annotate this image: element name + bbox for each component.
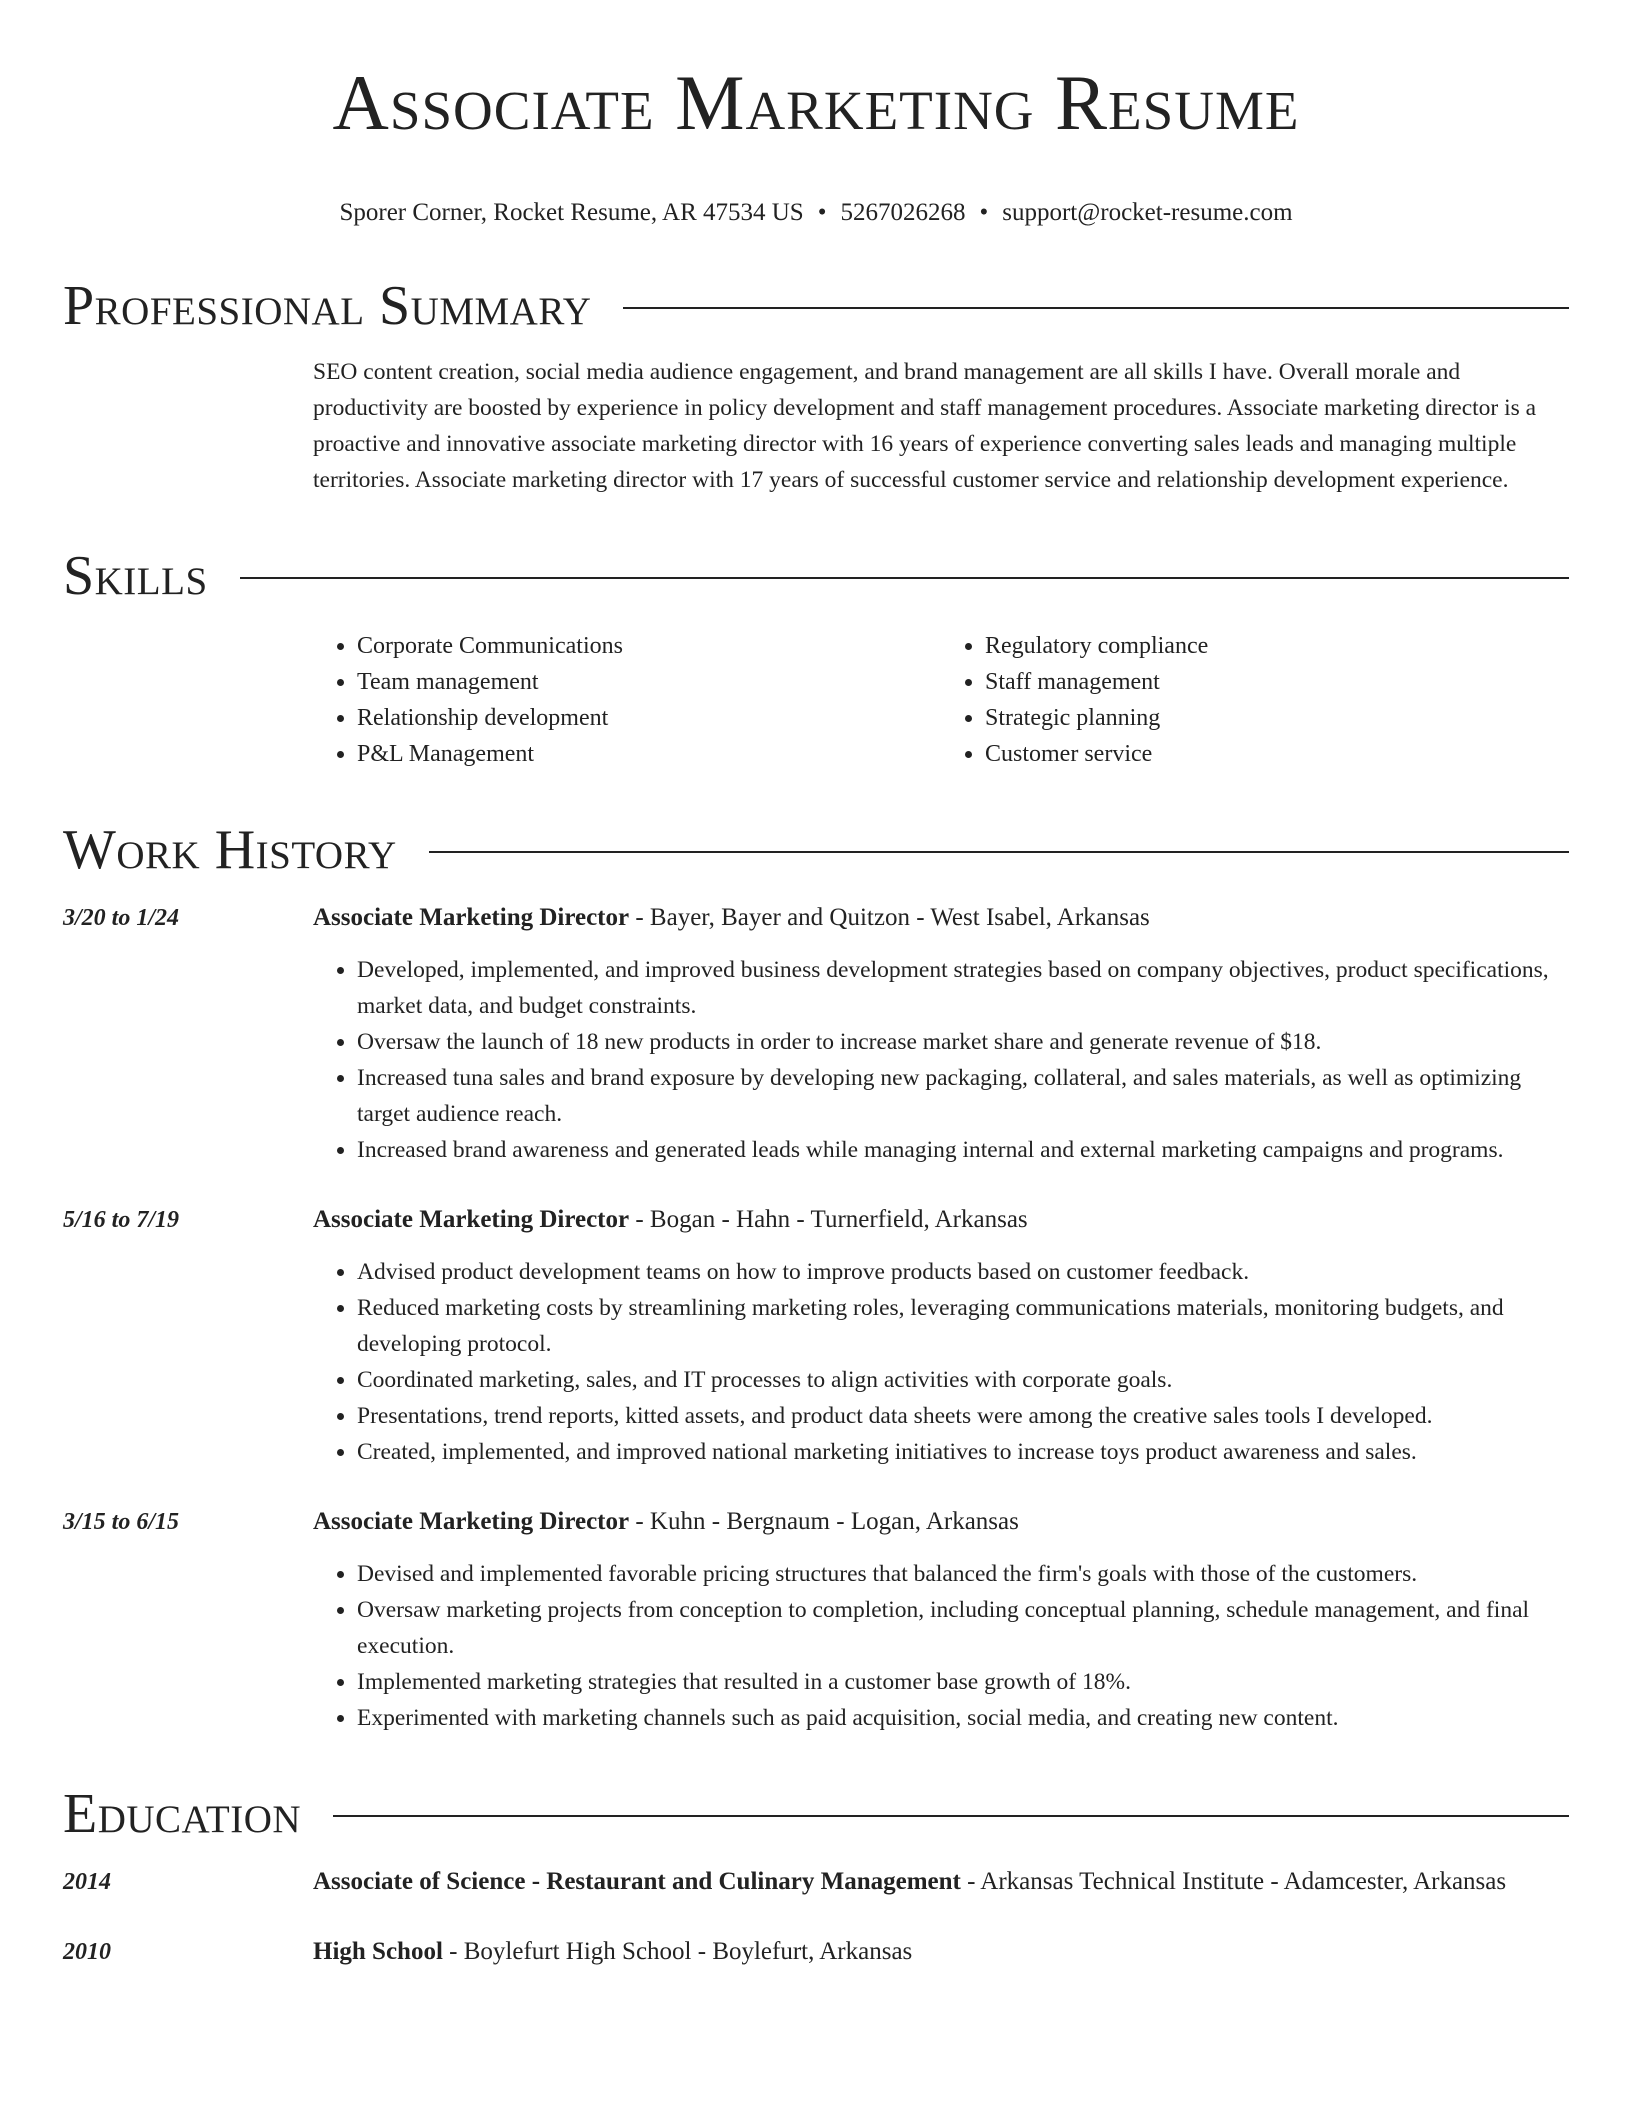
education-section-header — [63, 1784, 1569, 1844]
section-divider — [333, 1815, 1569, 1817]
job-title-line — [313, 1202, 1569, 1238]
job-body — [313, 1202, 1569, 1470]
work-heading: Work History — [63, 819, 397, 881]
education-line — [313, 1934, 1569, 1970]
job-title: Associate Marketing Director — [313, 1206, 630, 1233]
work-entry — [63, 900, 1569, 1168]
skills-column-right — [941, 628, 1569, 772]
job-details: - Kuhn - Bergnaum - Logan, Arkansas — [629, 1508, 1019, 1535]
job-dates: 3/20 to 1/24 — [63, 905, 180, 931]
job-title: Associate Marketing Director — [313, 1508, 630, 1535]
job-bullets — [313, 1254, 1569, 1470]
education-degree: Associate of Science - Restaurant and Culinary Management — [313, 1868, 961, 1895]
skill-item: • Regulatory compliance — [985, 628, 1569, 664]
job-bullet: • Reduced marketing costs by streamlining marketing roles, leveraging communications materials, monitoring budgets, and developing protocol. — [357, 1290, 1569, 1362]
job-body — [313, 1504, 1569, 1736]
skill-item: • Strategic planning — [985, 700, 1569, 736]
section-divider — [429, 851, 1569, 853]
job-dates: 3/15 to 6/15 — [63, 1509, 180, 1535]
education-year: 2010 — [63, 1939, 111, 1965]
education-degree: High School — [313, 1938, 443, 1965]
job-bullet: • Coordinated marketing, sales, and IT processes to align activities with corporate goals. — [357, 1362, 1569, 1398]
summary-text: SEO content creation, social media audience engagement, and brand management are all skills I have. Overall morale and productivity are boosted by experience in policy development and staff management procedures. Associate marketing director is a proactive and innovative associate marketing director with 16 years of experience converting sales leads and managing multiple territories. Associate marketing director with 17 years of successful customer service and relationship development experience. — [313, 359, 1537, 493]
resume-name: Associate Marketing Resume — [332, 59, 1300, 146]
job-bullet: • Developed, implemented, and improved business development strategies based on company objectives, product specifications, market data, and budget constraints. — [357, 952, 1569, 1024]
skills-column-left — [313, 628, 941, 772]
job-body — [313, 900, 1569, 1168]
job-bullets — [313, 952, 1569, 1168]
work-entry — [63, 1202, 1569, 1470]
education-details: - Boylefurt High School - Boylefurt, Arkansas — [442, 1938, 913, 1965]
job-title-line — [313, 1504, 1569, 1540]
contact-address: Sporer Corner, Rocket Resume, AR 47534 US — [339, 199, 804, 226]
education-year: 2014 — [63, 1869, 111, 1895]
skills-section-header — [63, 546, 1569, 606]
skill-item: • Staff management — [985, 664, 1569, 700]
education-body — [313, 1934, 1569, 1970]
education-details: - Arkansas Technical Institute - Adamcester, Arkansas — [960, 1868, 1507, 1895]
job-title-line — [313, 900, 1569, 936]
job-bullet: • Increased tuna sales and brand exposure by developing new packaging, collateral, and sales materials, as well as optimizing target audience reach. — [357, 1060, 1569, 1132]
job-details: - Bogan - Hahn - Turnerfield, Arkansas — [629, 1206, 1028, 1233]
education-list — [63, 1864, 1569, 1970]
skill-item: • Customer service — [985, 736, 1569, 772]
contact-line — [63, 198, 1569, 228]
job-bullet: • Implemented marketing strategies that resulted in a customer base growth of 18%. — [357, 1664, 1569, 1700]
summary-section-header — [63, 276, 1569, 336]
education-body — [313, 1864, 1569, 1900]
skills-heading: Skills — [63, 545, 208, 607]
contact-email: support@rocket-resume.com — [1002, 199, 1293, 226]
contact-phone: 5267026268 — [840, 199, 966, 226]
job-bullet: • Presentations, trend reports, kitted assets, and product data sheets were among the creative sales tools I developed. — [357, 1398, 1569, 1434]
work-section-header — [63, 820, 1569, 880]
education-line — [313, 1864, 1569, 1900]
job-dates: 5/16 to 7/19 — [63, 1207, 180, 1233]
contact-separator: • — [817, 199, 827, 226]
skill-item: • Relationship development — [357, 700, 941, 736]
education-entry — [63, 1864, 1569, 1900]
education-heading: Education — [63, 1783, 302, 1845]
education-entry — [63, 1934, 1569, 1970]
work-entry — [63, 1504, 1569, 1736]
job-bullets — [313, 1556, 1569, 1736]
job-title: Associate Marketing Director — [313, 904, 630, 931]
job-bullet: • Oversaw the launch of 18 new products in order to increase market share and generate revenue of $18. — [357, 1024, 1569, 1060]
skill-item: • P&L Management — [357, 736, 941, 772]
job-details: - Bayer, Bayer and Quitzon - West Isabel, Arkansas — [629, 904, 1150, 931]
job-bullet: • Oversaw marketing projects from conception to completion, including conceptual planning, schedule management, and final execution. — [357, 1592, 1569, 1664]
job-bullet: • Experimented with marketing channels such as paid acquisition, social media, and creating new content. — [357, 1700, 1569, 1736]
job-bullet: • Devised and implemented favorable pricing structures that balanced the firm's goals with those of the customers. — [357, 1556, 1569, 1592]
skills-list — [313, 628, 1569, 772]
contact-separator: • — [979, 199, 989, 226]
work-history — [63, 900, 1569, 1736]
section-divider — [623, 307, 1569, 309]
job-bullet: • Increased brand awareness and generated leads while managing internal and external marketing campaigns and programs. — [357, 1132, 1569, 1168]
section-divider — [240, 577, 1569, 579]
summary-heading: Professional Summary — [63, 275, 592, 337]
skill-item: • Team management — [357, 664, 941, 700]
job-bullet: • Advised product development teams on how to improve products based on customer feedback. — [357, 1254, 1569, 1290]
job-bullet: • Created, implemented, and improved national marketing initiatives to increase toys product awareness and sales. — [357, 1434, 1569, 1470]
skill-item: • Corporate Communications — [357, 628, 941, 664]
